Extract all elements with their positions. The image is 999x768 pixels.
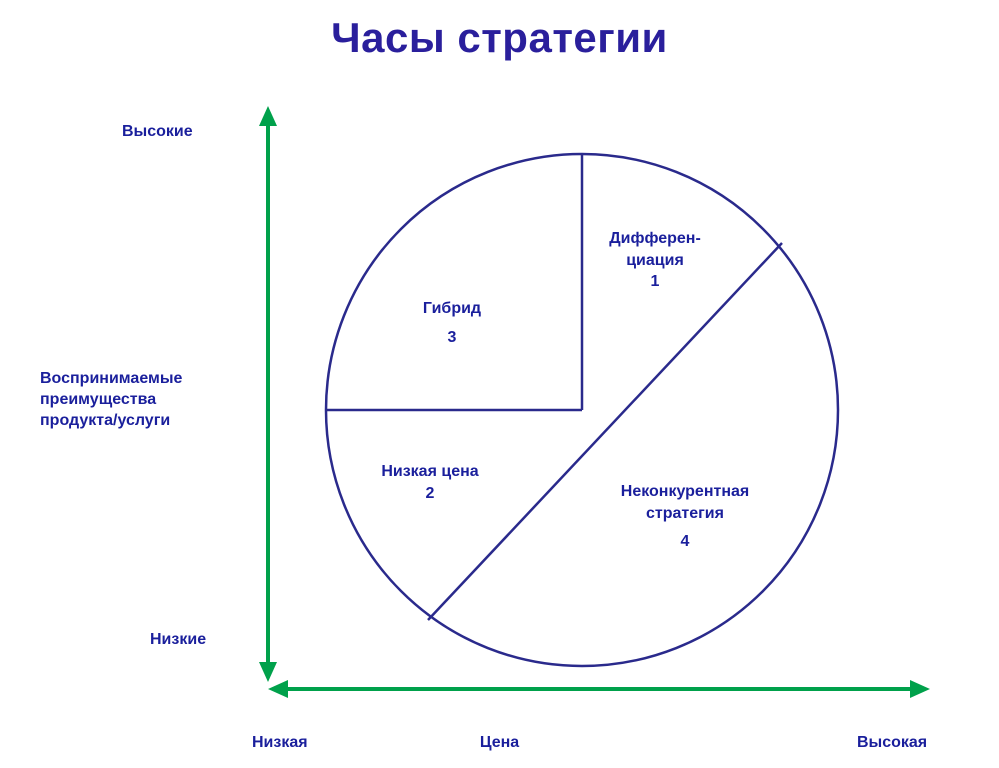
x-axis-arrow <box>268 680 930 698</box>
y-axis-title-line-1: Воспринимаемые <box>40 370 183 387</box>
segment-label-low-price <box>340 461 520 504</box>
segment-3-number: 3 <box>447 328 457 346</box>
segment-2-number: 2 <box>425 484 435 502</box>
x-axis-high-label: Высокая <box>857 734 928 751</box>
segment-3-line-1: Гибрид <box>422 300 482 317</box>
x-axis-title: Цена <box>479 734 520 751</box>
y-axis-low-label: Низкие <box>150 631 207 648</box>
segment-4-line-1: Неконкурентная <box>620 483 750 500</box>
segment-4-number: 4 <box>680 533 690 551</box>
x-axis-low-label: Низкая <box>252 734 308 751</box>
segment-label-differentiation <box>570 228 740 293</box>
segment-4-line-2: стратегия <box>646 504 724 522</box>
segment-label-noncompetitive <box>580 481 790 553</box>
y-axis-title-line-2: преимущества <box>40 390 157 408</box>
segment-label-hybrid <box>372 298 532 348</box>
y-axis-high-label: Высокие <box>122 123 193 140</box>
y-axis-title-line-3: продукта/услуги <box>40 411 171 429</box>
y-axis-arrow <box>259 106 277 682</box>
segment-2-line-1: Низкая цена <box>381 463 479 480</box>
segment-1-line-2: циация <box>626 251 684 269</box>
segment-1-line-1: Дифферен- <box>609 230 701 247</box>
page-title: Часы стратегии <box>331 14 668 61</box>
segment-1-number: 1 <box>650 273 660 291</box>
y-axis-title <box>40 369 250 431</box>
